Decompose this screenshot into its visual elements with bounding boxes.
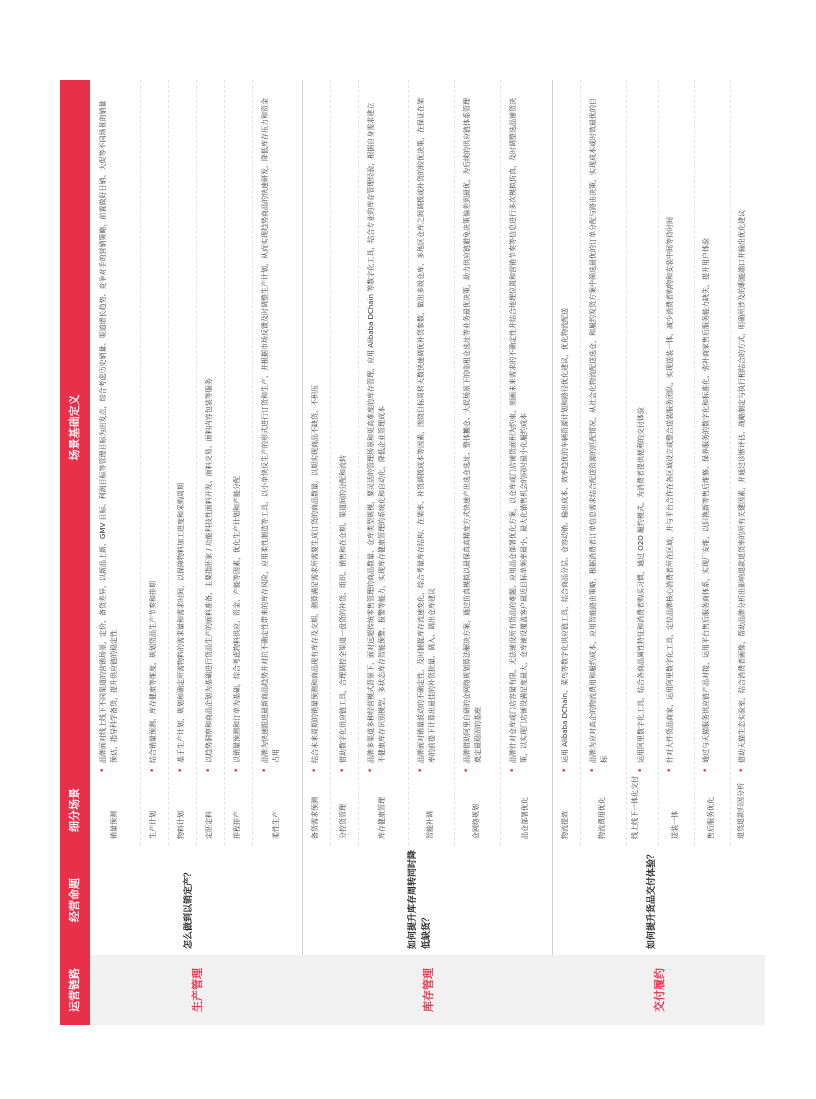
table-row	[140, 80, 169, 845]
scene-label: 销量预测	[110, 811, 118, 839]
group-question: 怎么做到以销定产？	[184, 867, 194, 949]
table-row	[408, 80, 455, 845]
scene-definition: • 品牌为快速跟进最新商品趋势并对抗不确定性带来的库存风险，应用柔性制造等工具，以小单快反生产的形式进行订货和生产，并根据市场反馈及时调整生产计划，从而实现趋势商品的快速研发，降低库存压力和资金占用	[260, 98, 282, 763]
scene-definition: • 借助天猫生态实验室，结合消费者画像，帮助品牌分析出影响退款退货率的所有关键因素，并通过诊断评估、战略制定与执行相结合的方式，明确所涉及的职能端口并输出优化建议	[737, 98, 748, 763]
table-row	[694, 80, 731, 845]
scene-label: 分控货管理	[339, 804, 347, 839]
table-row	[730, 80, 765, 845]
scene-definition: • 运用 Alibaba DChain、菜鸟等数字化供应链工具，结合商品分层、仓容动销、输出成本、效率趋优的车辆资源计划和路径优化建议，优化物流配送	[560, 98, 571, 763]
group-title: 库存管理	[422, 968, 435, 1012]
group-inventory-management	[302, 80, 553, 1025]
header-business-proposition: 经营命题	[68, 878, 81, 922]
table-row	[580, 80, 627, 845]
scene-label: 库存健康管理	[378, 797, 386, 839]
scene-label: 线上线下一体化交付	[631, 776, 639, 839]
scene-definition: • 以趋势洞察和商品企划为基础进行货品生产的面料准备，主要指胚家 / 功能科技性面料开发、面料交易、面料内容包装等服务	[204, 98, 215, 763]
scene-label: 生产计划	[149, 811, 157, 839]
scene-label: 柔性生产	[272, 811, 280, 839]
group-delivery-fulfillment	[552, 80, 765, 1025]
operations-table	[60, 80, 765, 1025]
header-sub-scenario: 细分场景	[68, 788, 81, 832]
header-scenario-definition: 场景基础定义	[68, 394, 81, 461]
table-row	[90, 80, 141, 845]
scene-label: 智能补调	[426, 811, 434, 839]
scene-label: 售后服务优化	[707, 797, 715, 839]
table-row	[454, 80, 501, 845]
table-header	[60, 80, 90, 1025]
table-row	[358, 80, 409, 845]
scene-definition: • 以销量预测和订单为基础，综合考虑物料供应、资金、产能等因素，优化生产计划和产能分配	[232, 98, 243, 763]
table-row	[330, 80, 359, 845]
scene-definition: • 品牌借助阿里自研的仓网络规划算法解决方案，通过仿真模拟以最保真高精度方式快速产出选仓选址、整体搬仓、大促场景下的临租仓选址等业务最优决策，助力供应链避免决策偏差到最优，为后续的供应链体系管理奠定最稳固的基座	[462, 98, 484, 763]
scene-definition: • 通过与天猫服务供应链产品对接，运用平台售后服务商体系，实现厂安维，以旧换新等售后维修、保养服务的数字化和标准化，弥补商家售后服务能力缺失，提升用户体验	[701, 98, 712, 763]
scene-definition: • 结合未来周期的销量预测和商品现有库存及交期，测算满足需求所需要生成订货的商品数量，以期实现商品不缺货、不积压	[310, 98, 321, 763]
table-row	[626, 80, 659, 845]
group-production-management	[90, 80, 303, 1025]
table-row	[168, 80, 197, 845]
table-row	[658, 80, 695, 845]
scene-label: 定胚定料	[205, 811, 213, 839]
group-question: 如何提升货品交付体验？	[647, 849, 657, 949]
scene-definition: • 借助数字化供应链工具，合理调控全渠道一盘货的补货、组织、销售和在仓期，渠道间的分配和流转	[338, 98, 349, 763]
header-operation-chain: 运营链路	[68, 968, 81, 1012]
scene-definition: • 结合销量预测、库存健康等维度，规划货品生产节奏和排期	[148, 98, 159, 763]
scene-label: 退货退款归因分析	[737, 783, 745, 839]
scene-label: 物流提效	[561, 811, 569, 839]
scene-definition: • 品牌为应对高企的物流费用和履约成本，应用智能路由策略，根据消费者订单信息需求结合配送资源的匹配情况，从社会化物流配送选仓，和履约发货方案中筛选最优的订单分配与路由决策，实现成本或时效最优的目标	[588, 98, 610, 763]
scene-label: 物流费用优化	[598, 797, 606, 839]
scene-definition: • 品牌面对线上线下不同渠道的营销场景，定价、备货差异，以新品上新、GMV 目标、利润目标等管理目标为出发点，综合考虑历史销量、渠道增长趋势、竞争对手的营销策略，前置做好日销、大促等不同场景的销量预估，指导科学备货，提升供应链的稳定性	[98, 98, 120, 763]
table-row	[500, 80, 552, 845]
scene-label: 仓网络规划	[472, 804, 480, 839]
group-question: 如何提升库存周转同时降低缺货？	[408, 849, 432, 949]
scene-definition: • 针对大件货品商家，运用阿里数字化工具，定位品牌核心消费者所在区域，并与平台合作在各区域设立或整合送装服务团队，实现送装一体，减少消费者购物和安装中间等待时间	[665, 98, 676, 763]
table-row	[196, 80, 225, 845]
table-row	[252, 80, 302, 845]
scene-definition: • 品牌面对销量波动的不确定性，及时捕捉库存流速变化，综合考量库存结构、在架率、补货调拨成本等因素，围绕目标周转天数快速调优补货参数，做出多级仓库、多地区仓库之间调拨或补货的较优决策，在保证在架率的前提下计算出最佳的补货批量、调入、调出仓库建议	[416, 98, 438, 763]
scene-label: 送装一体	[671, 811, 679, 839]
group-title: 交付履约	[653, 968, 666, 1012]
scene-definition: • 品牌多渠道多种经营模式背景下，面对远超传统零售管理的商品数量、仓库类型规模，要灵活的管理场景和更高难度的库存管理，应用 Alibaba DChain 等数字化工具，结合专业的库存管理经验，根据自身需求建立不健康库存识别模型，多状态库存智能预警、报警等能力，实现库存健康管理的系统化和自动化，降低企业管理成本	[366, 98, 388, 763]
scene-label: 排程排产	[233, 811, 241, 839]
table-row	[302, 80, 331, 845]
scene-definition: • 基于生产计划，规划和确定所需物料的需求量和需求时间，以保障物料加工进度和采购周期	[176, 98, 187, 763]
scene-label: 备货需求预测	[311, 797, 319, 839]
table-row	[224, 80, 253, 845]
group-title: 生产管理	[191, 968, 204, 1012]
scene-label: 物料计划	[177, 811, 185, 839]
table-row	[552, 80, 581, 845]
scene-definition: • 运用阿里数字化工具，结合各商品属性特征和消费者购买习惯，通过 O2O 履约模式，为消费者提供便利的交付体验	[636, 98, 647, 763]
scene-definition: • 品牌针对仓库或门店容量有限，无法铺设所有货品的难题，应用品仓部署优化方案，以仓库或门店铺货面积为约束，刻画未来需求的不确定性并结合地理位置和营销节奏等信息进行多次模拟仿真，及时调整选品铺货决策，以实现门店铺设满足度最大，仓库铺设覆盖客户最近目标单频率最小，最大化销售机会的同时最小化履约成本	[508, 98, 530, 763]
scene-label: 品仓部署优化	[521, 797, 529, 839]
